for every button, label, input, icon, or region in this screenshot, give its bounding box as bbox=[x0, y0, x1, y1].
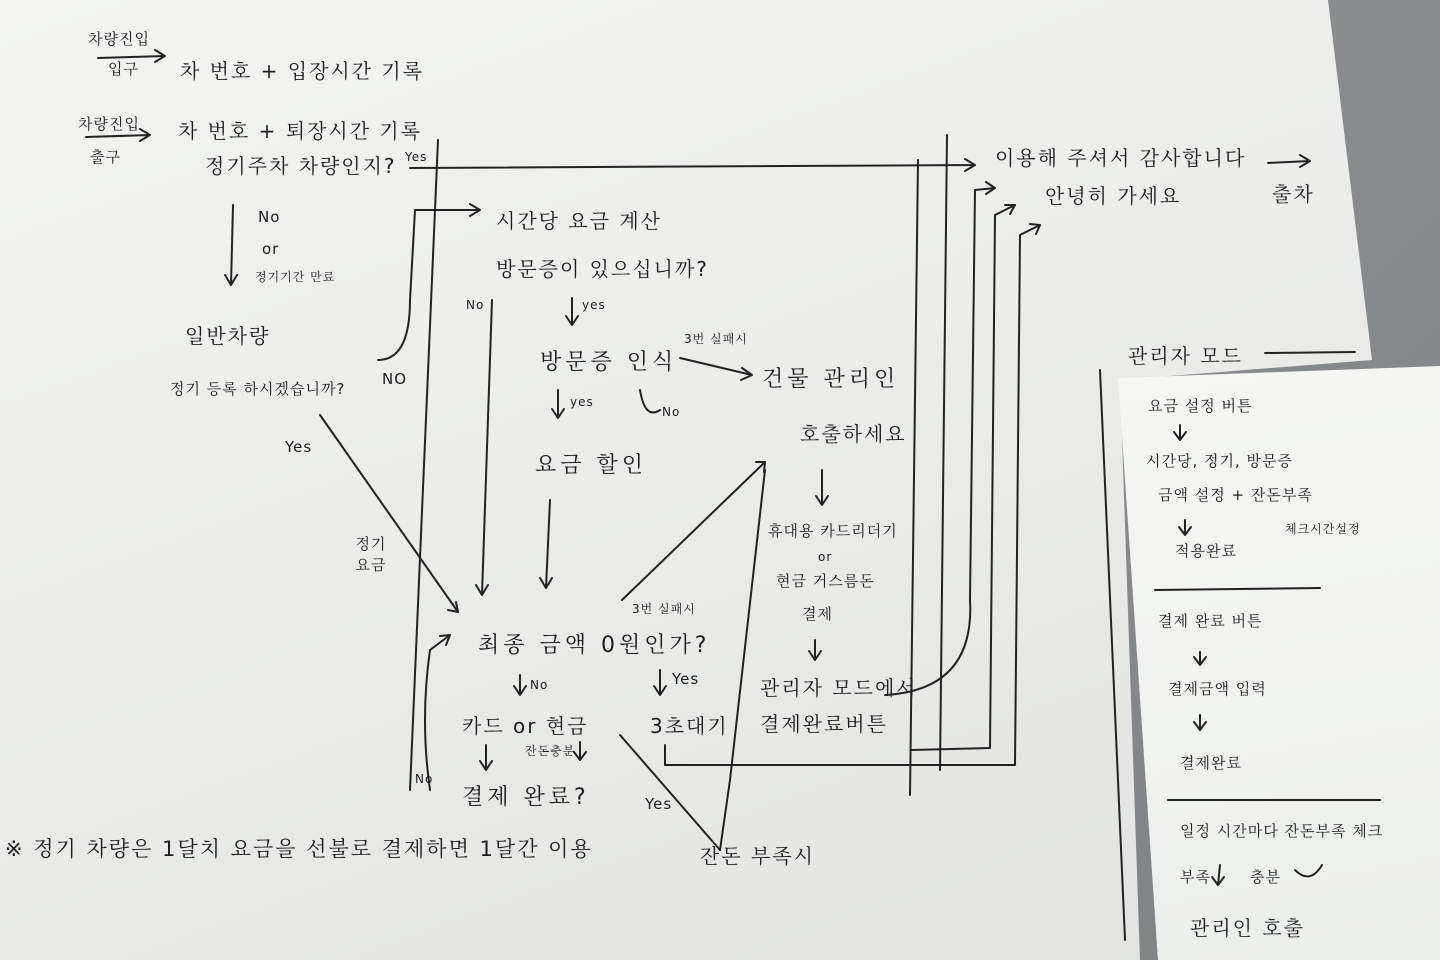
visit-yes-arrow bbox=[566, 298, 578, 325]
admin-arrow-3 bbox=[1194, 652, 1206, 665]
general-yes: Yes bbox=[285, 438, 313, 456]
admin-arrow-2 bbox=[1179, 520, 1191, 535]
admin-arrow-5 bbox=[1212, 865, 1224, 885]
final-no: No bbox=[530, 678, 549, 692]
final-method: 카드 or 현금 bbox=[462, 714, 589, 738]
admin-pay-input: 결제금액 입력 bbox=[1168, 680, 1267, 698]
admin-left-rule bbox=[1100, 370, 1125, 940]
admin-arrow-4 bbox=[1194, 715, 1206, 730]
manager-pay: 결제 bbox=[802, 605, 833, 623]
lack-change-line bbox=[620, 735, 720, 850]
admin-lack: 부족 bbox=[1180, 868, 1211, 886]
no-down-arrow bbox=[225, 205, 237, 285]
admin-fee-button: 요금 설정 버튼 bbox=[1148, 397, 1253, 415]
recognize-no: No bbox=[662, 405, 681, 419]
admin-pay-done: 결제완료 bbox=[1180, 754, 1242, 772]
admin-apply-done: 적용완료 bbox=[1175, 542, 1237, 560]
manager-device: 휴대용 카드리더기 bbox=[768, 522, 898, 540]
regular-no: No bbox=[258, 208, 281, 226]
visit-discount: 요금 할인 bbox=[535, 453, 648, 478]
final-done: 결제 완료? bbox=[462, 785, 590, 810]
done-no: No bbox=[415, 772, 434, 786]
done-yes: Yes bbox=[645, 795, 673, 813]
entry-label: 차량진입 bbox=[88, 30, 150, 48]
discount-down-arrow bbox=[540, 500, 552, 588]
thanks-line2: 안녕히 가세요 bbox=[1045, 184, 1182, 208]
visit-recognize: 방문증 인식 bbox=[540, 350, 678, 375]
admin-fee-types: 시간당, 정기, 방문증 bbox=[1146, 452, 1293, 470]
admin-arrow-1 bbox=[1174, 425, 1186, 440]
thanks-line1: 이용해 주셔서 감사합니다 bbox=[995, 146, 1247, 170]
recognize-yes-arrow bbox=[552, 390, 564, 418]
exit-action: 차 번호 + 퇴장시간 기록 bbox=[178, 119, 423, 143]
regular-question: 정기주차 차량인지? bbox=[205, 154, 397, 178]
thanks-exit: 출차 bbox=[1272, 182, 1315, 206]
card-down-arrow bbox=[480, 745, 492, 770]
manager-down-arrow bbox=[816, 470, 828, 505]
admin-check-time: 체크시간설정 bbox=[1285, 522, 1361, 536]
admin-check: 일정 시간마다 잔돈부족 체크 bbox=[1180, 822, 1384, 840]
admin-enough: 충분 bbox=[1250, 868, 1281, 886]
payfail-to-manager-arrow bbox=[622, 462, 765, 600]
yes-to-thanks-arrow bbox=[410, 159, 975, 171]
admin-loop bbox=[1295, 865, 1322, 876]
final-no-arrow bbox=[514, 675, 526, 695]
fail-to-manager-arrow bbox=[680, 358, 752, 380]
cash-down-arrow bbox=[574, 742, 586, 760]
final-lack: 잔돈 부족시 bbox=[700, 844, 815, 868]
done-yes-to-thanks-arrow bbox=[912, 205, 1015, 750]
manager-or: or bbox=[818, 550, 833, 564]
final-yes-arrow bbox=[654, 670, 666, 695]
visit-no-arrow bbox=[476, 300, 492, 595]
regular-yes: Yes bbox=[405, 150, 428, 164]
final-question: 최종 금액 0원인가? bbox=[478, 633, 711, 658]
fixed-fee-label: 정기 요금 bbox=[355, 535, 387, 574]
pay-down-arrow bbox=[809, 640, 821, 660]
lack-to-manager-line bbox=[720, 470, 765, 850]
fee-question: 방문증이 있으십니까? bbox=[496, 257, 709, 281]
final-wait: 3초대기 bbox=[650, 714, 729, 738]
manager-admin-mode: 관리자 모드에서 bbox=[760, 676, 918, 700]
exit-sub: 출구 bbox=[90, 148, 121, 166]
manager-admin-button: 결제완료버튼 bbox=[760, 712, 888, 736]
admin-title-rule bbox=[1265, 352, 1355, 353]
admin-divider-1 bbox=[1155, 588, 1320, 590]
manager-building: 건물 관리인 bbox=[762, 367, 900, 392]
regular-expired: 정기기간 만료 bbox=[255, 270, 336, 284]
admin-title: 관리자 모드 bbox=[1128, 344, 1243, 368]
thanks-exit-arrow bbox=[1268, 155, 1310, 167]
entry-action: 차 번호 + 입장시간 기록 bbox=[180, 59, 425, 83]
final-yes: Yes bbox=[672, 670, 700, 688]
done-no-loop bbox=[425, 635, 450, 790]
manager-cash: 현금 거스름돈 bbox=[776, 572, 875, 590]
final-change: 잔돈충분 bbox=[525, 744, 576, 758]
general-question: 정기 등록 하시겠습니까? bbox=[170, 380, 346, 398]
admin-fee-set: 금액 설정 + 잔돈부족 bbox=[1158, 486, 1313, 504]
visit-fail: 3번 실패시 bbox=[684, 332, 748, 346]
regular-or: or bbox=[262, 240, 280, 258]
admin-call: 관리인 호출 bbox=[1190, 916, 1305, 940]
general-no: NO bbox=[382, 370, 408, 388]
recognize-yes: yes bbox=[570, 395, 594, 409]
regular-yes-arrow bbox=[320, 415, 458, 612]
bottom-note: ※ 정기 차량은 1달치 요금을 선불로 결제하면 1달간 이용 bbox=[5, 837, 593, 861]
fee-yes: yes bbox=[582, 298, 606, 312]
fee-calc: 시간당 요금 계산 bbox=[496, 209, 662, 233]
entry-sub: 입구 bbox=[108, 60, 139, 78]
general-title: 일반차량 bbox=[185, 324, 271, 348]
recognize-no-loop bbox=[640, 390, 660, 413]
final-fail: 3번 실패시 bbox=[632, 602, 696, 616]
fee-no: No bbox=[466, 298, 485, 312]
manager-call: 호출하세요 bbox=[800, 422, 907, 446]
admin-pay-button: 결제 완료 버튼 bbox=[1158, 612, 1263, 630]
exit-label: 차량진입 bbox=[78, 115, 140, 133]
